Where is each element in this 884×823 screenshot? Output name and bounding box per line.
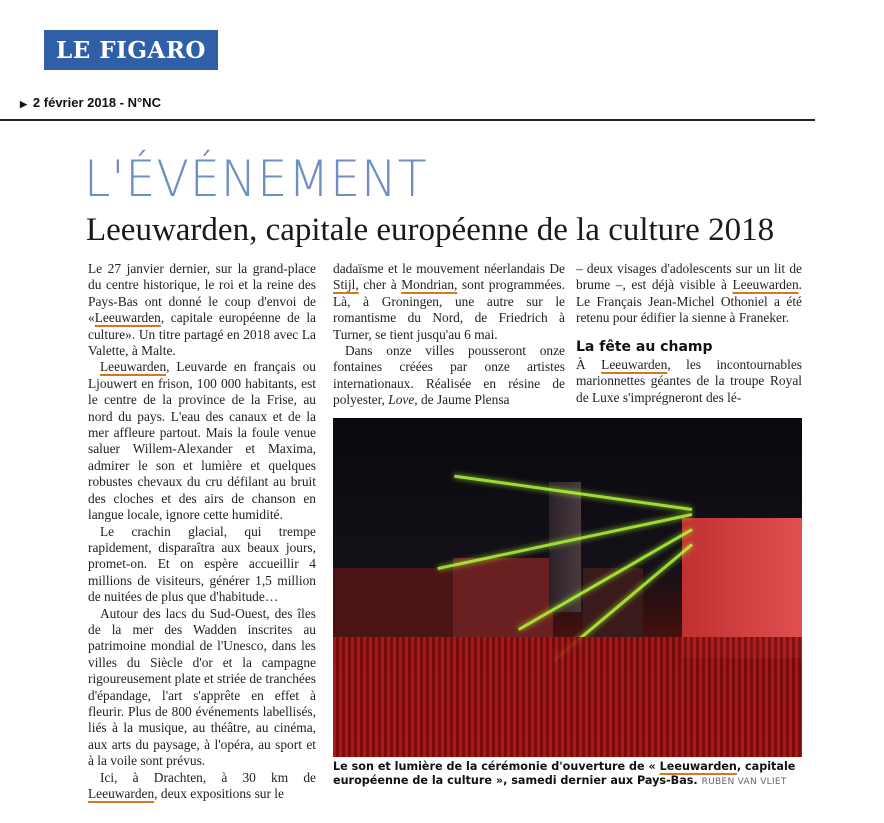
dateline — [20, 95, 161, 110]
text-segment: cher à — [358, 277, 402, 293]
column-3-text — [576, 261, 802, 327]
column-3-text-b — [576, 357, 802, 406]
text-segment: Ici, à Drachten, à 30 km de — [100, 769, 316, 785]
photo-credit: RUBEN VAN VLIET — [701, 777, 787, 787]
paragraph — [88, 359, 316, 523]
caption-text-end: , capitale européenne de la culture », samedi dernier aux Pays-Bas. — [333, 760, 796, 787]
triangle-icon: ▶ — [20, 99, 27, 109]
paragraph — [88, 524, 316, 606]
text-segment: . Le Français Jean-Michel Othoniel a été retenu pour édifier la sienne à Franeker. — [576, 277, 802, 326]
section-rubric: L'ÉVÉNEMENT — [84, 150, 428, 208]
highlighted-term[interactable]: Leeuwarden — [88, 786, 155, 801]
text-segment: , les incontournables marionnettes géantes de la troupe Royal de Luxe s'imprégneront des lé- — [576, 357, 802, 405]
text-segment: Dans onze villes pousseront onze fontaines créées par onze artistes internationaux. Réalisée en résine de polyester, — [333, 343, 565, 408]
text-segment: Love — [388, 392, 415, 408]
text-segment: Le crachin glacial, qui trempe rapidement, disparaîtra aux beaux jours, promet-on. Et on espère accueillir 4 millions de visiteurs, générer 1,5 million de nuitées de plus que d'habitude… — [88, 523, 316, 605]
text-segment: sont programmées. Là, à Groningen, une autre sur le romantisme du Nord, de Friedrich à Turner, se tient jusqu'au 6 mai. — [333, 277, 565, 342]
article-headline: Leeuwarden, capitale européenne de la culture 2018 — [86, 212, 775, 248]
text-segment: , capitale européenne de la culture». Un titre partagé en 2018 avec La Valette, à Malte. — [88, 310, 316, 359]
text-segment: Autour des lacs du Sud-Ouest, des îles de la mer des Wadden inscrites au patrimoine mondial de l'Unesco, dans les villes du Siècle d'or et la campagne rigoureusement plate et striée de tranchées d'épandage, l'art s'apprête en effet à fleurir. Plus de 800 événements labellisés, liés à la musique, au théâtre, au cinéma, aux arts du paysage, à l'opéra, au sport et à la voile sont prévus. — [88, 605, 316, 769]
highlighted-term[interactable]: Leeuwarden — [94, 310, 161, 326]
column-2 — [333, 261, 565, 409]
highlighted-term[interactable]: Stijl, — [333, 277, 359, 293]
text-segment: , de Jaume Plensa — [414, 392, 510, 408]
subheading: La fête au champ — [576, 338, 713, 355]
paragraph — [88, 606, 316, 770]
paragraph — [88, 261, 316, 359]
caption-link[interactable]: Leeuwarden — [659, 760, 737, 773]
date-text: 2 février 2018 - N°NC — [32, 95, 161, 110]
text-segment: Le 27 janvier dernier, sur la grand-place du centre historique, le roi et la reine des Pays-Bas ont donné le coup d'envoi de « — [88, 261, 316, 326]
paragraph — [576, 261, 802, 327]
text-segment: , Leuvarde en français ou Ljouwert en frison, 100 000 habitants, est le centre de la province de la Frise, au nord du pays. L'eau des canaux et de la mer affleure partout. Mais la foule venue saluer Willem-Alexander et Maxima, admirer le son et lumière et quelques robustes chevaux du cru défilant au bruit des cloches et des airs de chanson en langue locale, ignore cette humidité. — [88, 359, 316, 523]
paragraph — [88, 770, 316, 803]
paragraph — [333, 343, 565, 409]
le-figaro-logo: LE FIGARO — [44, 30, 218, 70]
column-3 — [576, 261, 802, 411]
highlighted-term[interactable]: Leeuwarden — [100, 359, 167, 375]
highlighted-term[interactable]: Leeuwarden — [732, 277, 799, 293]
divider — [0, 119, 815, 121]
article-photo — [333, 418, 802, 757]
text-segment: , deux expositions sur le — [154, 786, 284, 801]
photo-caption — [333, 760, 808, 789]
text-segment: À — [576, 357, 602, 373]
column-1 — [88, 261, 316, 801]
caption-text: Le son et lumière de la cérémonie d'ouverture de « — [333, 760, 660, 773]
paragraph — [333, 261, 565, 343]
paragraph — [576, 357, 802, 406]
highlighted-term[interactable]: Leeuwarden — [601, 357, 668, 373]
text-segment: dadaïsme et le mouvement néerlandais De — [333, 261, 565, 276]
text-segment: – deux visages d'adolescents sur un lit de brume –, est déjà visible à — [576, 261, 802, 293]
highlighted-term[interactable]: Mondrian, — [401, 277, 458, 293]
